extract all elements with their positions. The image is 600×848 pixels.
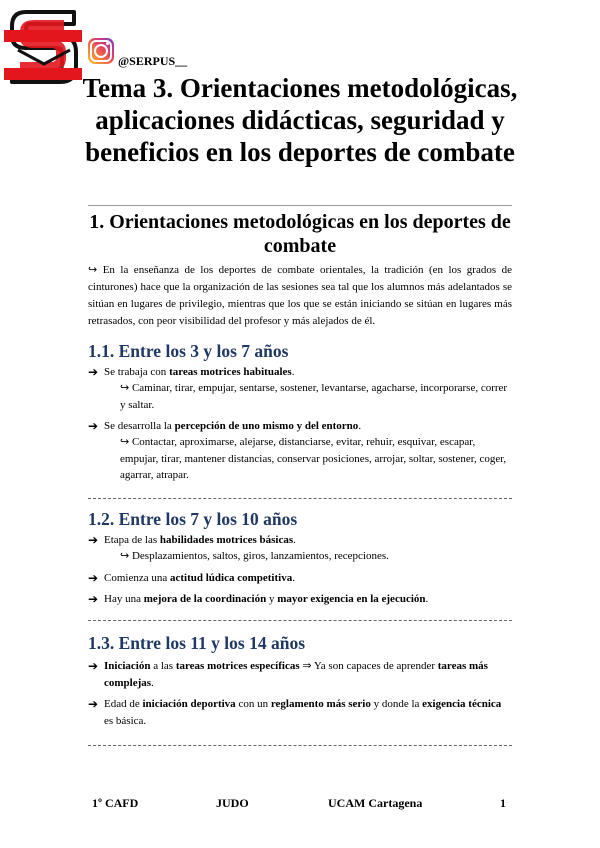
dashed-divider	[88, 498, 512, 499]
list-item: ➔ Iniciación a las tareas motrices específicas ⇒ Ya son capaces de aprender tareas más complejas.	[88, 659, 488, 689]
subsection-heading-1-3: 1.3. Entre los 11 y los 14 años	[88, 633, 305, 653]
dashed-divider	[88, 745, 512, 746]
footer-course: 1º CAFD	[92, 796, 139, 810]
sub-item: ↪ Contactar, aproximarse, alejarse, distanciarse, evitar, rehuir, esquivar, escapar, empujar, tirar, mantener distancias, conservar posiciones, arrojar, soltar, sostener, coger, agarrar, atrapar.	[120, 436, 507, 481]
sub-item: ↪ Desplazamientos, saltos, giros, lanzamientos, recepciones.	[120, 550, 389, 562]
arrow-icon: ➔	[88, 533, 99, 547]
instagram-icon	[88, 38, 114, 64]
subsection-heading-1-2: 1.2. Entre los 7 y los 10 años	[88, 509, 298, 529]
list-item: ➔ Se desarrolla la percepción de uno mismo y del entorno.	[88, 419, 362, 433]
arrow-icon: ➔	[88, 659, 99, 673]
arrow-icon: ➔	[88, 592, 99, 606]
dashed-divider	[88, 620, 512, 621]
section-heading: 1. Orientaciones metodológicas en los deportes de combate	[89, 211, 511, 257]
subsection-heading-1-1: 1.1. Entre los 3 y los 7 años	[88, 341, 289, 361]
title-divider	[88, 205, 512, 206]
list-item: ➔ Hay una mejora de la coordinación y mayor exigencia en la ejecución.	[88, 592, 429, 606]
list-item: ➔ Edad de iniciación deportiva con un reglamento más serio y donde la exigencia técnica es básica.	[88, 697, 502, 727]
arrow-icon: ➔	[88, 419, 99, 433]
footer-institution: UCAM Cartagena	[328, 796, 423, 810]
arrow-icon: ➔	[88, 365, 99, 379]
footer-subject: JUDO	[216, 796, 249, 810]
page-number: 1	[500, 796, 506, 810]
sub-item: ↪ Caminar, tirar, empujar, sentarse, sostener, levantarse, agacharse, incorporarse, correr y saltar.	[120, 382, 508, 411]
intro-paragraph: ↪ En la enseñanza de los deportes de combate orientales, la tradición (en los grados de cinturones) hace que la organización de las sesiones sea tal que los alumnos más adelantados se sitúan en lugares de privilegio, mientras que los que se están iniciando se sitúan en lugares más retrasados, con peor visibilidad del profesor y más alejados de él.	[88, 264, 512, 327]
page-title: Tema 3. Orientaciones metodológicas, aplicaciones didácticas, seguridad y beneficios en los deportes de combate	[82, 73, 518, 167]
arrow-icon: ➔	[88, 571, 99, 585]
arrow-icon: ➔	[88, 697, 99, 711]
list-item: ➔ Se trabaja con tareas motrices habituales.	[88, 365, 295, 379]
list-item: ➔ Comienza una actitud lúdica competitiva.	[88, 571, 295, 585]
instagram-handle: @SERPUS__	[118, 54, 188, 68]
list-item: ➔ Etapa de las habilidades motrices básicas.	[88, 533, 296, 547]
